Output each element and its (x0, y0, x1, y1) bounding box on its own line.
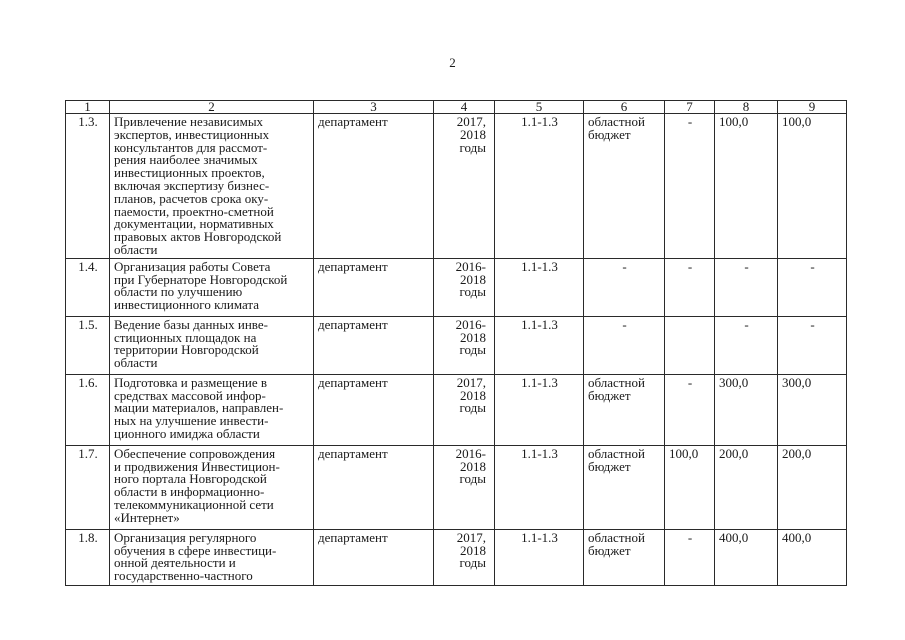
years-line: годы (459, 400, 486, 416)
activity-line: инвестиционных проектов, (114, 165, 265, 181)
executor-cell: департамент (314, 374, 434, 445)
amount-2017-cell: - (715, 316, 778, 374)
row-number: 1.6. (66, 374, 110, 445)
table-row (66, 374, 847, 445)
years-line: годы (459, 139, 486, 155)
column-numbers-row (66, 101, 847, 114)
page-number: 2 (449, 55, 456, 70)
activity-cell (110, 316, 314, 374)
years-line: 2018 (460, 126, 486, 142)
activity-cell (110, 258, 314, 316)
executor-cell: департамент (314, 114, 434, 259)
activity-line: ного портала Новгородской (114, 471, 267, 487)
activity-line: консультантов для рассмот- (114, 139, 268, 155)
activity-cell (110, 445, 314, 529)
activity-line: ционного имиджа области (114, 425, 260, 441)
executor-cell: департамент (314, 529, 434, 585)
executor-cell: департамент (314, 445, 434, 529)
funding-source-line: областной (588, 529, 645, 545)
amount-2016-cell: - (665, 114, 715, 259)
table-row (66, 114, 847, 259)
years-line: годы (459, 471, 486, 487)
table-row (66, 445, 847, 529)
activity-cell (110, 529, 314, 585)
amount-2018-cell: 200,0 (778, 445, 847, 529)
years-line: 2016- (455, 258, 486, 274)
years-line: 2016- (455, 445, 486, 461)
amount-2018-cell: - (778, 316, 847, 374)
years-cell (434, 114, 495, 259)
executor-cell: департамент (314, 258, 434, 316)
activity-line: экспертов, инвестиционных (114, 126, 270, 142)
column-number: 6 (584, 101, 665, 114)
column-number: 4 (434, 101, 495, 114)
activity-cell (110, 114, 314, 259)
column-number: 9 (778, 101, 847, 114)
years-line: 2018 (460, 387, 486, 403)
activity-line: «Интернет» (114, 509, 180, 525)
amount-2016-cell: - (665, 529, 715, 585)
executor-cell: департамент (314, 316, 434, 374)
activity-line: Привлечение независимых (114, 114, 264, 129)
activity-line: ных на улучшение инвести- (114, 413, 269, 429)
activity-line: территории Новгородской (114, 342, 259, 358)
amount-2016-cell: 100,0 (665, 445, 715, 529)
activity-line: инвестиционного климата (114, 297, 260, 313)
activity-line: области (114, 355, 158, 371)
target-indicators-cell: 1.1-1.3 (495, 374, 584, 445)
activity-line: Обеспечение сопровождения (114, 445, 276, 461)
funding-source-cell (584, 258, 665, 316)
amount-2016-cell: - (665, 374, 715, 445)
years-line: 2017, (456, 529, 486, 545)
years-line: 2018 (460, 271, 486, 287)
years-cell (434, 258, 495, 316)
activity-line: включая экспертизу бизнес- (114, 177, 270, 193)
activity-line: планов, расчетов срока оку- (114, 190, 269, 206)
activity-line: средствах массовой инфор- (114, 387, 266, 403)
activity-line: стиционных площадок на (114, 329, 257, 345)
amount-2018-cell: 400,0 (778, 529, 847, 585)
years-line: годы (459, 342, 486, 358)
table-row (66, 258, 847, 316)
activity-line: документации, нормативных (114, 216, 274, 232)
row-number: 1.7. (66, 445, 110, 529)
table-row (66, 316, 847, 374)
activity-line: правовых актов Новгородской (114, 229, 282, 245)
activity-line: мации материалов, направлен- (114, 400, 284, 416)
years-cell (434, 316, 495, 374)
years-cell (434, 374, 495, 445)
row-number: 1.5. (66, 316, 110, 374)
activity-cell (110, 374, 314, 445)
target-indicators-cell: 1.1-1.3 (495, 258, 584, 316)
activity-line: Организация работы Совета (114, 258, 271, 274)
funding-source-line: бюджет (588, 126, 631, 142)
funding-source-cell (584, 114, 665, 259)
funding-source-line: областной (588, 445, 645, 461)
amount-2016-cell: - (665, 258, 715, 316)
funding-source-line: бюджет (588, 387, 631, 403)
row-number: 1.3. (66, 114, 110, 259)
amount-2017-cell: 200,0 (715, 445, 778, 529)
target-indicators-cell: 1.1-1.3 (495, 316, 584, 374)
amount-2017-cell: 100,0 (715, 114, 778, 259)
activity-line: и продвижения Инвестицион- (114, 458, 280, 474)
table-row (66, 529, 847, 585)
activity-line: обучения в сфере инвестици- (114, 542, 277, 558)
funding-source-cell (584, 374, 665, 445)
years-line: 2018 (460, 542, 486, 558)
column-number: 7 (665, 101, 715, 114)
activity-line: государственно-частного (114, 568, 253, 584)
funding-source-cell (584, 529, 665, 585)
activity-line: паемости, проектно-сметной (114, 203, 274, 219)
years-line: 2017, (456, 374, 486, 390)
activity-line: рения наиболее значимых (114, 152, 258, 168)
funding-source-line: областной (588, 374, 645, 390)
activity-line: области в информационно- (114, 484, 265, 500)
years-cell (434, 529, 495, 585)
years-line: годы (459, 555, 486, 571)
column-number: 1 (66, 101, 110, 114)
amount-2018-cell: 300,0 (778, 374, 847, 445)
column-number: 2 (110, 101, 314, 114)
amount-2016-cell (665, 316, 715, 374)
amount-2018-cell: - (778, 258, 847, 316)
funding-source-cell (584, 445, 665, 529)
funding-source-line: - (622, 258, 627, 274)
activity-line: онной деятельности и (114, 555, 236, 571)
funding-source-cell (584, 316, 665, 374)
target-indicators-cell: 1.1-1.3 (495, 445, 584, 529)
amount-2017-cell: 400,0 (715, 529, 778, 585)
years-cell (434, 445, 495, 529)
activity-line: области по улучшению (114, 284, 243, 300)
activity-line: области (114, 241, 158, 257)
activities-table (65, 100, 847, 586)
activity-line: Организация регулярного (114, 529, 257, 545)
amount-2017-cell: - (715, 258, 778, 316)
years-line: 2018 (460, 458, 486, 474)
years-line: 2018 (460, 329, 486, 345)
years-line: 2016- (455, 316, 486, 332)
target-indicators-cell: 1.1-1.3 (495, 114, 584, 259)
activity-line: телекоммуникационной сети (114, 496, 274, 512)
activity-line: Ведение базы данных инве- (114, 316, 268, 332)
row-number: 1.4. (66, 258, 110, 316)
activity-line: Подготовка и размещение в (114, 374, 268, 390)
funding-source-line: бюджет (588, 542, 631, 558)
funding-source-line: областной (588, 114, 645, 129)
years-line: годы (459, 284, 486, 300)
years-line: 2017, (456, 114, 486, 129)
amount-2017-cell: 300,0 (715, 374, 778, 445)
column-number: 3 (314, 101, 434, 114)
funding-source-line: бюджет (588, 458, 631, 474)
row-number: 1.8. (66, 529, 110, 585)
amount-2018-cell: 100,0 (778, 114, 847, 259)
column-number: 5 (495, 101, 584, 114)
funding-source-line: - (622, 316, 627, 332)
column-number: 8 (715, 101, 778, 114)
activity-line: при Губернаторе Новгородской (114, 271, 288, 287)
target-indicators-cell: 1.1-1.3 (495, 529, 584, 585)
